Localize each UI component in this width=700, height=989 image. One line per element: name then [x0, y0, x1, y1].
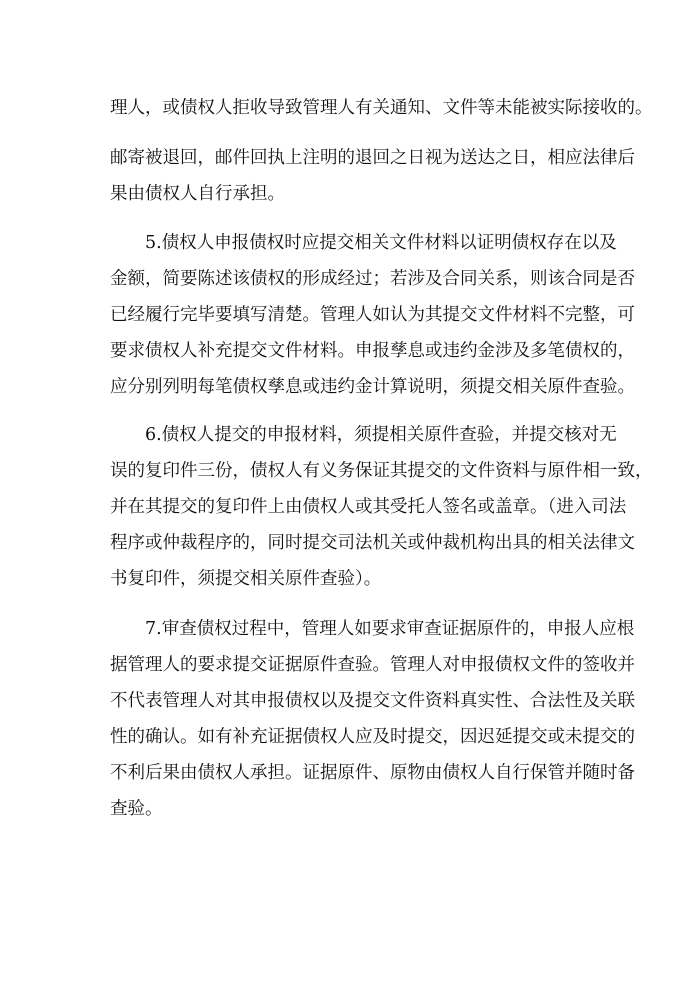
- paragraph-line: 7.审查债权过程中，管理人如要求审查证据原件的，申报人应根: [145, 619, 635, 639]
- paragraph-line: 据管理人的要求提交证据原件查验。管理人对申报债权文件的签收并: [110, 655, 635, 675]
- paragraph-line: 不利后果由债权人承担。证据原件、原物由债权人自行保管并随时备: [110, 763, 635, 783]
- paragraph-line: 查验。: [110, 799, 163, 819]
- paragraph-line: 理人，或债权人拒收导致管理人有关通知、文件等未能被实际接收的。: [110, 98, 653, 118]
- paragraph-line: 应分别列明每笔债权孳息或违约金计算说明，须提交相关原件查验。: [110, 377, 635, 397]
- paragraph-line: 性的确认。如有补充证据债权人应及时提交，因迟延提交或未提交的: [110, 727, 635, 747]
- paragraph-line: 金额，简要陈述该债权的形成经过；若涉及合同关系，则该合同是否: [110, 269, 635, 289]
- paragraph-line: 5.债权人申报债权时应提交相关文件材料以证明债权存在以及: [145, 233, 617, 253]
- paragraph-line: 程序或仲裁程序的，同时提交司法机关或仲裁机构出具的相关法律文: [110, 533, 635, 553]
- paragraph-line: 邮寄被退回，邮件回执上注明的退回之日视为送达之日，相应法律后: [110, 148, 635, 168]
- paragraph-line: 果由债权人自行承担。: [110, 184, 285, 204]
- paragraph-line: 6.债权人提交的申报材料，须提相关原件查验，并提交核对无: [145, 425, 617, 445]
- paragraph-line: 已经履行完毕要填写清楚。管理人如认为其提交文件材料不完整，可: [110, 305, 635, 325]
- paragraph-line: 并在其提交的复印件上由债权人或其受托人签名或盖章。（进入司法: [110, 497, 627, 517]
- paragraph-line: 要求债权人补充提交文件材料。申报孳息或违约金涉及多笔债权的，: [110, 341, 635, 361]
- paragraph-line: 误的复印件三份，债权人有义务保证其提交的文件资料与原件相一致，: [110, 461, 653, 481]
- paragraph-line: 不代表管理人对其申报债权以及提交文件资料真实性、合法性及关联: [110, 691, 635, 711]
- paragraph-line: 书复印件，须提交相关原件查验）。: [110, 569, 382, 589]
